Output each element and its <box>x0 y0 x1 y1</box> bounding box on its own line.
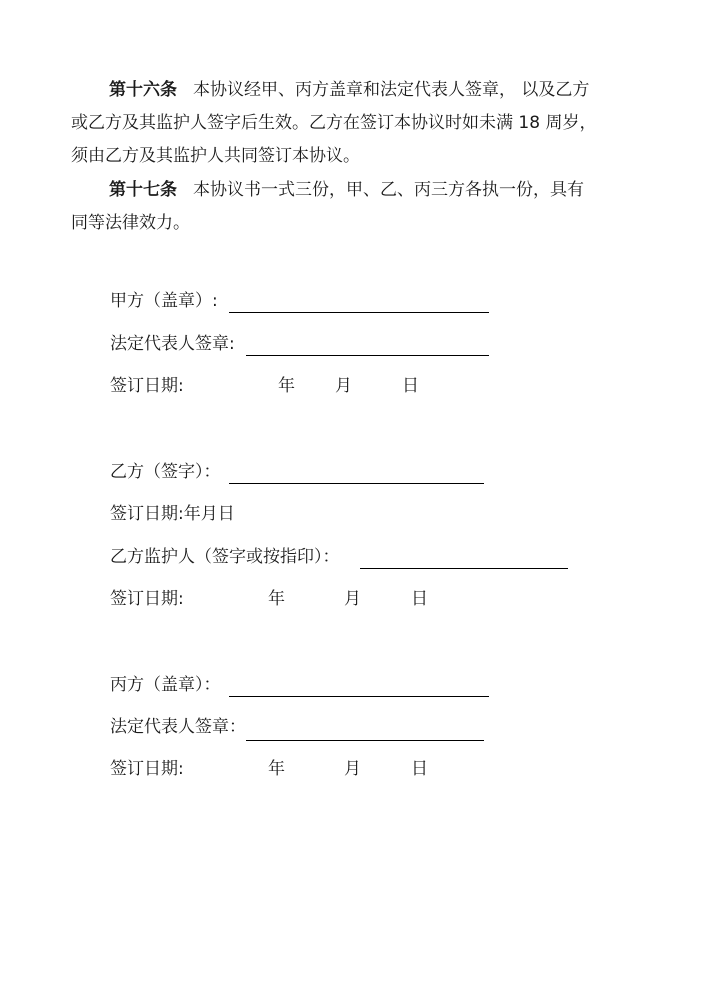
party-b-guardian-label: 乙方监护人（签字或按指印）： <box>110 547 340 567</box>
party-b-date-compact: 签订日期:年月日 <box>110 504 235 524</box>
party-b-date-day: 日 <box>411 589 428 609</box>
party-b-date-year: 年 <box>268 589 285 609</box>
article-16 <box>71 74 641 173</box>
party-a-rep-label: 法定代表人签章: <box>110 334 235 354</box>
article-16-text-line2: 或乙方及其监护人签字后生效。乙方在签订本协议时如未满 18 周岁， <box>71 113 597 133</box>
party-c-date-label: 签订日期: <box>110 759 184 779</box>
party-c-seal-line[interactable] <box>229 696 489 697</box>
party-a-date-month: 月 <box>335 376 352 396</box>
article-16-text-line1: 本协议经甲、丙方盖章和法定代表人签章， 以及乙方 <box>193 80 590 100</box>
party-c-rep-line[interactable] <box>246 740 484 741</box>
party-b-sign-label: 乙方（签字）： <box>110 462 221 482</box>
article-17-number: 第十七条 <box>109 180 177 200</box>
party-a-seal-line[interactable] <box>229 312 489 313</box>
party-b-date-month: 月 <box>344 589 361 609</box>
party-b-sign-line[interactable] <box>229 483 484 484</box>
party-b-guardian-line[interactable] <box>360 568 568 569</box>
party-a-seal-label: 甲方（盖章）: <box>110 291 218 311</box>
article-16-text-line3: 须由乙方及其监护人共同签订本协议。 <box>71 146 360 166</box>
party-a-rep-line[interactable] <box>246 355 489 356</box>
article-17-text-line2: 同等法律效力。 <box>71 213 190 233</box>
article-16-number: 第十六条 <box>109 80 177 100</box>
party-c-date-month: 月 <box>344 759 361 779</box>
article-17-text-line1: 本协议书一式三份，甲、乙、丙三方各执一份，具有 <box>193 180 584 200</box>
party-c-seal-label: 丙方（盖章）： <box>110 675 221 695</box>
party-a-date-year: 年 <box>278 376 295 396</box>
party-c-rep-label: 法定代表人签章： <box>110 717 246 737</box>
party-c-date-year: 年 <box>268 759 285 779</box>
party-a-date-label: 签订日期: <box>110 376 184 396</box>
article-17 <box>71 174 641 240</box>
party-b-date-label: 签订日期: <box>110 589 184 609</box>
party-a-date-day: 日 <box>402 376 419 396</box>
party-c-date-day: 日 <box>411 759 428 779</box>
